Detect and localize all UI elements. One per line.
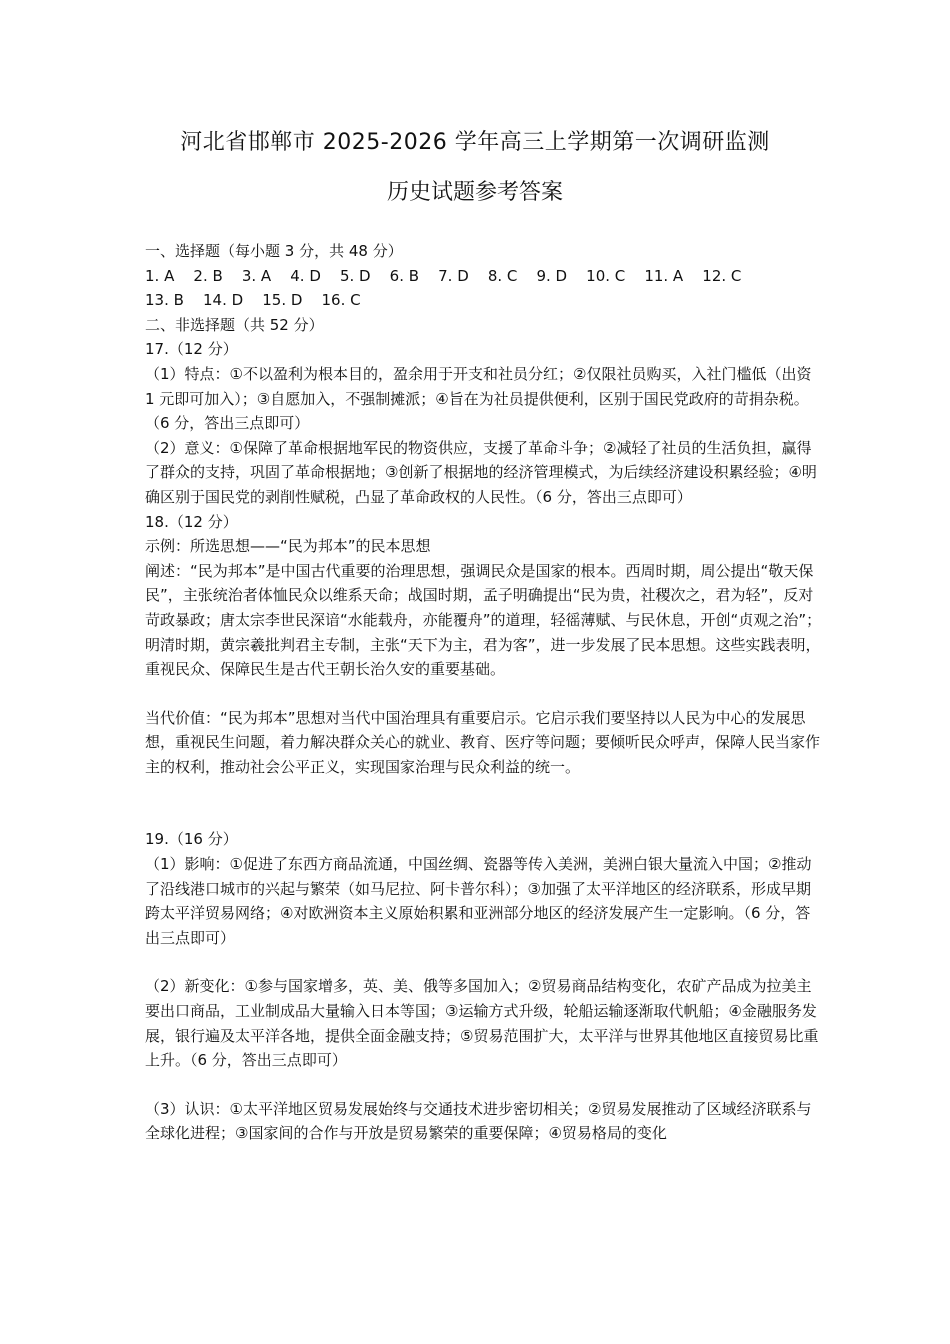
q19-header: 19.（16 分） xyxy=(145,830,238,849)
section-multiple-choice-header: 一、选择题（每小题 3 分，共 48 分） xyxy=(145,242,403,260)
q17-part2: （2）意义：①保障了革命根据地军民的物资供应，支援了革命斗争；②减轻了社员的生活负担，赢得了群众的支持，巩固了革命根据地；③创新了根据地的经济管理模式，为后续经济建设积累经验；④明确区别于国民党的剥削性赋税，凸显了革命政权的人民性。（6 分，答出三点即可） xyxy=(145,438,817,506)
mcq-answers-row-2: 13. B 14. D 15. D 16. C xyxy=(145,291,361,310)
q18-header: 18.（12 分） xyxy=(145,512,238,531)
document-title: 河北省邯郸市 2025-2026 学年高三上学期第一次调研监测 xyxy=(180,130,770,155)
q18-contemporary-value: 当代价值：“民为邦本”思想对当代中国治理具有重要启示。它启示我们要坚持以人民为中心的发展思想，重视民生问题，着力解决群众关心的就业、教育、医疗等问题；要倾听民众呼声，保障人民当家作主的权利，推动社会公平正义，实现国家治理与民众利益的统一。 xyxy=(145,708,821,776)
q19-part1: （1）影响：①促进了东西方商品流通，中国丝绸、瓷器等传入美洲，美洲白银大量流入中国；②推动了沿线港口城市的兴起与繁荣（如马尼拉、阿卡普尔科）；③加强了太平洋地区的经济联系，形成早期跨太平洋贸易网络；④对欧洲资本主义原始积累和亚洲部分地区的经济发展产生一定影响。（6 分，答出三点即可） xyxy=(145,855,812,947)
q19-part2: （2）新变化：①参与国家增多，英、美、俄等多国加入；②贸易商品结构变化，农矿产品成为拉美主要出口商品，工业制成品大量输入日本等国；③运输方式升级，轮船运输逐渐取代帆船；④金融服务发展，银行遍及太平洋各地，提供全面金融支持；⑤贸易范围扩大，太平洋与世界其他地区直接贸易比重上升。（6 分，答出三点即可） xyxy=(145,977,819,1070)
spacer xyxy=(145,779,825,827)
spacer xyxy=(145,682,825,706)
q17-header: 17.（12 分） xyxy=(145,340,238,359)
section-non-choice-header: 二、非选择题（共 52 分） xyxy=(145,315,324,334)
q18-example: 示例：所选思想——“民为邦本”的民本思想 xyxy=(145,537,431,556)
spacer xyxy=(145,950,825,974)
answer-content xyxy=(145,239,825,1146)
document-subtitle: 历史试题参考答案 xyxy=(386,180,563,205)
spacer xyxy=(145,1073,825,1097)
mcq-answers-row-1: 1. A 2. B 3. A 4. D 5. D 6. B 7. D 8. C 9. D 10. C 11. A 12. C xyxy=(145,266,742,285)
q18-elaboration: 阐述：“民为邦本”是中国古代重要的治理思想，强调民众是国家的根本。西周时期，周公提出“敬天保民”，主张统治者体恤民众以维系天命；战国时期，孟子明确提出“民为贵，社稷次之，君为轻”，反对苛政暴政；唐太宗李世民深谙“水能载舟，亦能覆舟”的道理，轻徭薄赋、与民休息，开创“贞观之治”；明清时期，黄宗羲批判君主专制，主张“天下为主，君为客”，进一步发展了民本思想。这些实践表明，重视民众、保障民生是古代王朝长治久安的重要基础。 xyxy=(145,561,822,679)
q17-part1: （1）特点：①不以盈利为根本目的，盈余用于开支和社员分红；②仅限社员购买，入社门槛低（出资 1 元即可加入）；③自愿加入，不强制摊派；④旨在为社员提供便利，区别于国民党政府的苛捐杂税。（6 分，答出三点即可） xyxy=(145,364,812,433)
q19-part3: （3）认识：①太平洋地区贸易发展始终与交通技术进步密切相关；②贸易发展推动了区域经济联系与全球化进程；③国家间的合作与开放是贸易繁荣的重要保障；④贸易格局的变化 xyxy=(145,1099,812,1143)
